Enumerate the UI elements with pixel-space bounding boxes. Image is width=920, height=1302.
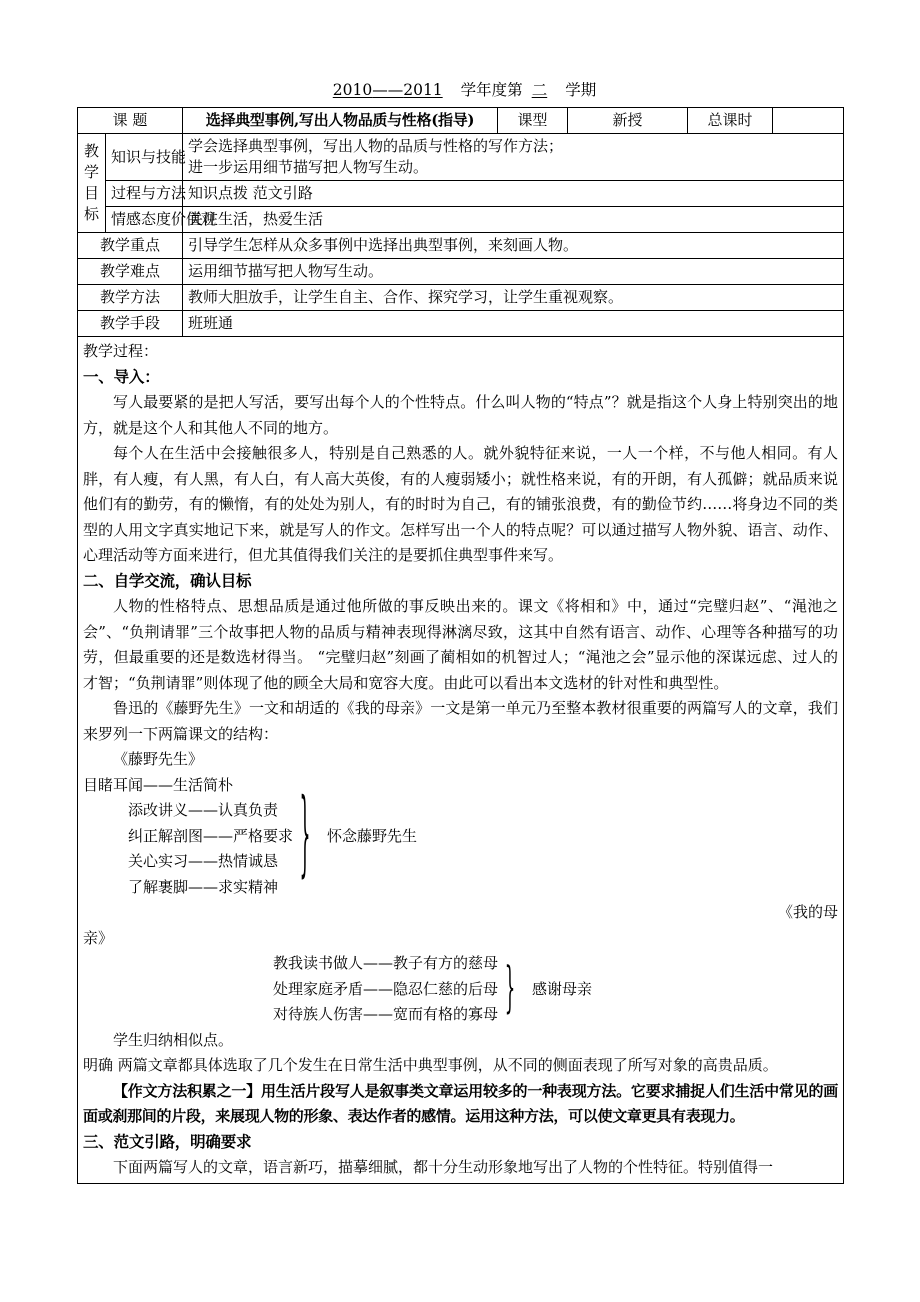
table-row-topic [78, 108, 844, 134]
diagram-2-row-2: 对待族人伤害——宽而有格的寡母 [273, 1005, 499, 1023]
diagram-2-label: 感谢母亲 [532, 979, 593, 998]
diagram-1-label: 怀念藤野先生 [327, 826, 418, 845]
diagram-1-rows [83, 773, 293, 901]
section-3-heading: 三、范文引路，明确要求 [83, 1132, 252, 1151]
header-tail-text: 学期 [565, 81, 597, 99]
diagram-1-brace-group [299, 777, 418, 889]
goal-label-process: 过程与方法 [106, 181, 183, 207]
table-row-method [78, 285, 844, 311]
goal-label-attitude: 情感态度价值观 [106, 207, 183, 233]
lesson-type-value: 新授 [568, 108, 688, 134]
curly-brace-icon: } [299, 777, 311, 889]
diagram-2 [83, 951, 838, 1028]
key-point-label: 教学重点 [78, 233, 183, 259]
header-term: 二 [531, 81, 548, 99]
diagram-2-brace-group [504, 955, 593, 1020]
total-hours-label: 总课时 [688, 108, 773, 134]
diagram-2-row-0: 教我读书做人——教子有方的慈母 [273, 954, 499, 972]
table-row-means [78, 311, 844, 337]
diagram-1-row-1: 添改讲义——认真负责 [128, 801, 279, 819]
diagram-2-row-1: 处理家庭矛盾——隐忍仁慈的后母 [273, 979, 499, 998]
diagram-1-title: 《藤野先生》 [113, 750, 204, 768]
table-row-goal-knowledge [78, 134, 844, 181]
goal-knowledge-line1: 学会选择典型事例，写出人物的品质与性格的写作方法； [188, 137, 564, 155]
lesson-plan-table [77, 107, 844, 1184]
means-value: 班班通 [183, 311, 844, 337]
table-row-goal-process [78, 181, 844, 207]
topic-label: 课 题 [78, 108, 183, 134]
difficulty-value: 运用细节描写把人物写生动。 [183, 259, 844, 285]
header-year-range: 2010——2011 [332, 81, 443, 99]
diagram-1 [83, 773, 838, 901]
section-2-heading: 二、自学交流，确认目标 [83, 571, 252, 590]
means-label: 教学手段 [78, 311, 183, 337]
goals-vertical-label [78, 134, 106, 233]
method-label: 教学方法 [78, 285, 183, 311]
section-1-heading: 一、导入： [83, 367, 160, 386]
header-mid-text: 学年度第 [460, 81, 523, 99]
students-summarize-line: 学生归纳相似点。 [113, 1030, 234, 1049]
diagram-1-row-3: 关心实习——热情诚恳 [128, 852, 279, 870]
teaching-process-cell [78, 337, 844, 1184]
document-header-line [77, 79, 843, 101]
difficulty-label: 教学难点 [78, 259, 183, 285]
table-row-goal-attitude [78, 207, 844, 233]
goal-value-attitude: 关注生活，热爱生活 [183, 207, 844, 233]
section-1-paragraph-1: 写人最要紧的是把人写活，要写出每个人的个性特点。什么叫人物的“特点”？就是指这个人身上特别突出的地方，就是这个人和其他人不同的地方。 [83, 393, 838, 437]
table-row-difficulty [78, 259, 844, 285]
goal-value-process: 知识点拨 范文引路 [183, 181, 844, 207]
goals-char-0: 教 [83, 142, 99, 160]
total-hours-value [773, 108, 844, 134]
goals-char-3: 标 [83, 205, 99, 223]
table-row-key-point [78, 233, 844, 259]
goal-knowledge-line2: 进一步运用细节描写把人物写生动。 [188, 158, 429, 176]
curly-brace-icon: } [504, 955, 516, 1020]
diagram-1-row-4: 了解裹脚——求实精神 [128, 877, 279, 896]
method-value: 教师大胆放手，让学生自主、合作、探究学习，让学生重视观察。 [183, 285, 844, 311]
section-1-paragraph-2: 每个人在生活中会接触很多人，特别是自己熟悉的人。就外貌特征来说，一人一个样，不与他人相同。有人胖，有人瘦，有人黑，有人白，有人高大英俊，有的人瘦弱矮小；就性格来说，有的开朗，有人孤僻；就品质来说他们有的勤劳，有的懒惰，有的处处为别人，有的时时为自己，有的铺张浪费，有的勤俭节约……将身边不同的类型的人用文字真实地记下来，就是写人的作文。怎样写出一个人的特点呢？可以通过描写人物外貌、语言、动作、心理活动等方面来进行，但尤其值得我们关注的是要抓住典型事件来写。 [83, 444, 838, 564]
goals-char-1: 学 [83, 163, 99, 181]
diagram-2-rows [273, 951, 498, 1028]
section-2-paragraph-1: 人物的性格特点、思想品质是通过他所做的事反映出来的。课文《将相和》中，通过“完璧归赵”、“渑池之会”、“负荆请罪”三个故事把人物的品质与精神表现得淋漓尽致，这其中自然有语言、动作、心理等各种描写的功劳，但最重要的还是数选材得当。 “完璧归赵”刻画了蔺相如的机智过人；“渑池之会”显示他的深谋远虑、过人的才智；“负荆请罪”则体现了他的顾全大局和宽容大度。由此可以看出本文选材的针对性和典型性。 [83, 597, 838, 692]
diagram-1-row-0: 目睹耳闻——生活简朴 [83, 775, 234, 794]
diagram-2-title-part1: 《我的母 [777, 903, 838, 921]
section-2-paragraph-2: 鲁迅的《藤野先生》一文和胡适的《我的母亲》一文是第一单元乃至整本教材很重要的两篇写人的文章，我们来罗列一下两篇课文的结构： [83, 699, 838, 743]
goals-char-2: 目 [83, 184, 99, 202]
lesson-type-label: 课型 [498, 108, 568, 134]
goal-value-knowledge [183, 134, 844, 181]
clarify-line: 明确 两篇文章都具体选取了几个发生在日常生活中典型事例，从不同的侧面表现了所写对象的高贵品质。 [83, 1056, 778, 1074]
table-row-process-body [78, 337, 844, 1184]
topic-value: 选择典型事例,写出人物品质与性格(指导) [183, 108, 498, 134]
section-3-paragraph-1: 下面两篇写人的文章，语言新巧，描摹细腻，都十分生动形象地写出了人物的个性特征。特别值得一 [113, 1158, 774, 1176]
key-point-value: 引导学生怎样从众多事例中选择出典型事例，来刻画人物。 [183, 233, 844, 259]
diagram-2-title-part2: 亲》 [83, 928, 114, 947]
writing-method-note: 【作文方法积累之一】用生活片段写人是叙事类文章运用较多的一种表现方法。它要求捕捉人们生活中常见的画面或刹那间的片段，来展现人物的形象、表达作者的感情。运用这种方法，可以使文章更具有表现力。 [83, 1081, 838, 1125]
teaching-process-label: 教学过程： [83, 342, 159, 360]
goal-label-knowledge: 知识与技能 [106, 134, 183, 181]
diagram-1-row-2: 纠正解剖图——严格要求 [128, 826, 294, 845]
